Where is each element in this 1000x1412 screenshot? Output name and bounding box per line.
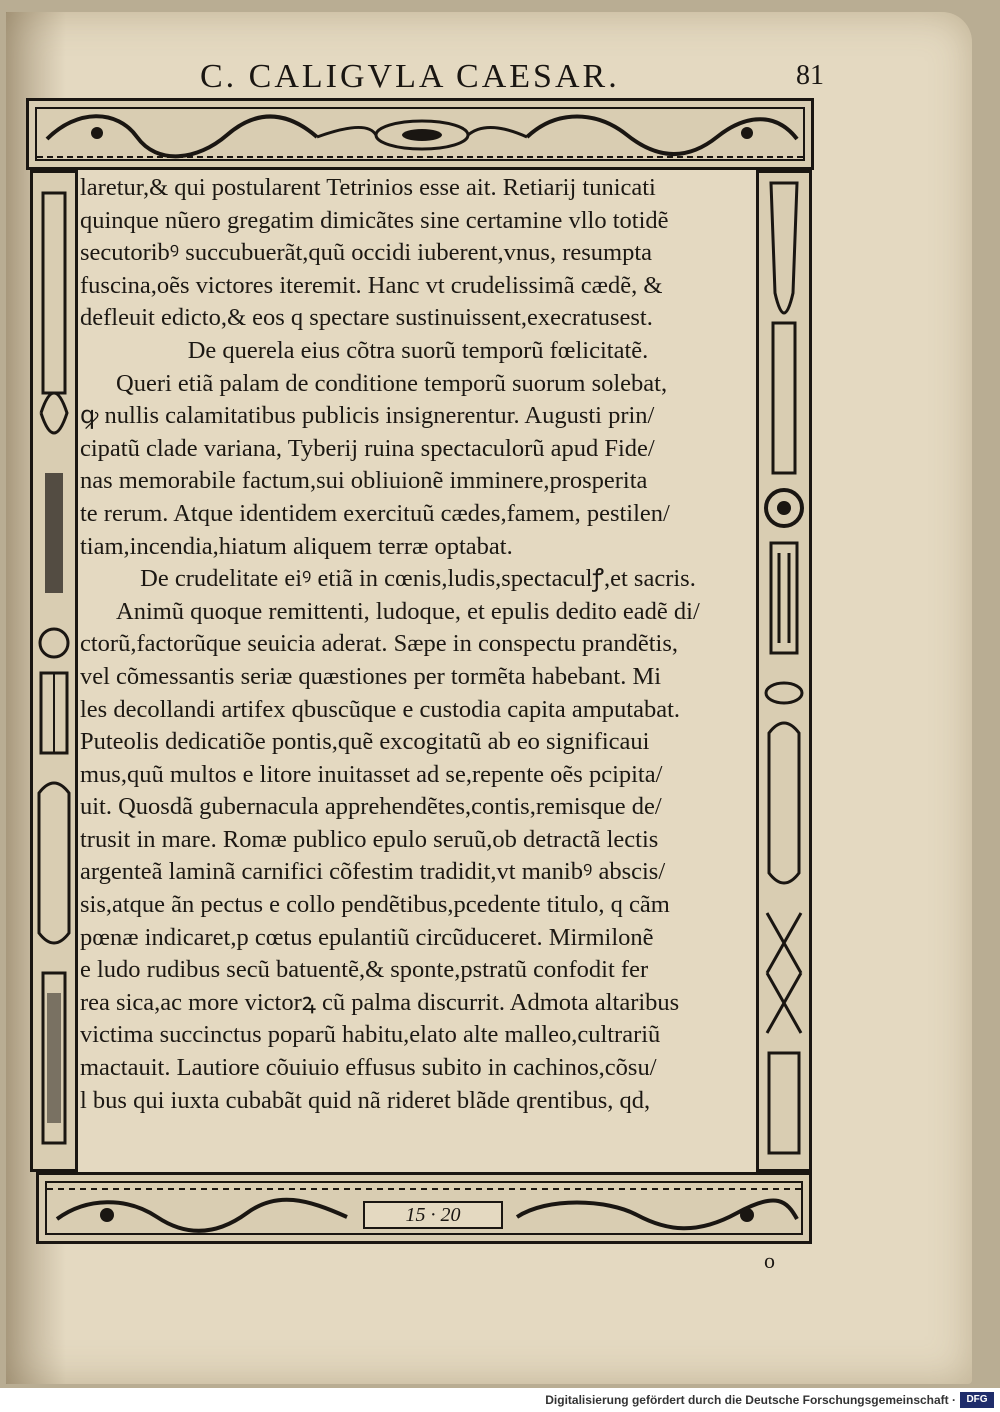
text-line: rea sica,ac more victorꝝ cũ palma discurrit. Admota altaribus <box>80 988 680 1016</box>
text-line: fuscina,oẽs victores iteremit. Hanc vt crudelissimã cædẽ, & <box>80 271 663 299</box>
text-line: ctorũ,factorũque seuicia aderat. Sæpe in conspectu prandẽtis, <box>80 630 678 658</box>
text-line: e ludo rudibus secũ batuentẽ,& sponte,pstratũ confodit fer <box>80 956 649 984</box>
folio-number: 81 <box>796 60 824 91</box>
dfg-logo-icon: DFG <box>960 1392 994 1408</box>
woodcut-border-bottom <box>36 1172 812 1244</box>
column-ornament-icon <box>33 173 75 1169</box>
text-line: te rerum. Atque identidem exercituũ cædes,famem, pestilen/ <box>80 499 670 527</box>
text-line: l bus qui iuxta cubabãt quid nã rideret blãde qrentibus, qd, <box>80 1086 651 1114</box>
text-line: victima succinctus poparũ habitu,elato alte malleo,cultrariũ <box>80 1021 661 1049</box>
text-line: laretur,& qui postularent Tetrinios esse ait. Retiarij tunicati <box>80 174 656 201</box>
text-line: uit. Quosdã gubernacula apprehendẽtes,contis,remisque de/ <box>80 793 662 821</box>
text-line: trusit in mare. Romæ publico epulo seruũ,ob detractã lectis <box>80 825 659 853</box>
text-line: mactauit. Lautiore cõuiuio effusus subito in cachinos,cõsu/ <box>80 1054 657 1082</box>
text-line: secutoribꝰ succubuerãt,quũ occidi iuberent,vnus, resumpta <box>80 239 653 267</box>
section-heading: De querela eius cõtra suorũ temporũ fœlicitatẽ. <box>187 336 649 364</box>
text-line: argenteã laminã carnifici cõfestim tradidit,vt manibꝰ abscis/ <box>80 858 666 886</box>
text-line: quinque nũero gregatim dimicãtes sine certamine vllo totidẽ <box>80 206 669 234</box>
text-line: defleuit edicto,& eos q spectare sustinuissent,execratusest. <box>80 304 653 332</box>
funding-notice: Digitalisierung gefördert durch die Deutsche Forschungsgemeinschaft · <box>545 1393 956 1407</box>
text-line: mus,quũ multos e litore inuitasset ad se,repente oẽs pcipita/ <box>80 760 663 788</box>
woodcut-border-top <box>26 98 814 170</box>
text-line: Queri etiã palam de conditione temporũ suorum solebat, <box>116 369 668 397</box>
text-line: nas memorabile factum,sui obliuionẽ imminere,prosperita <box>80 467 648 495</box>
signature-mark: o <box>764 1248 775 1273</box>
scroll-ornament-icon <box>37 109 805 161</box>
woodcut-border-right <box>756 170 812 1172</box>
running-head: C. CALIGVLA CAESAR. <box>200 58 620 95</box>
text-line: ꝙ nullis calamitatibus publicis insignerentur. Augusti prin/ <box>80 402 655 430</box>
text-line: sis,atque ãn pectus e collo pendẽtibus,pcedente titulo, q cãm <box>80 891 670 919</box>
woodcut-border-left <box>30 170 78 1172</box>
text-line: les decollandi artifex qbuscũque e custodia capita amputabat. <box>80 695 681 723</box>
text-line: tiam,incendia,hiatum aliquem terræ optabat. <box>80 532 513 560</box>
column-ornament-icon <box>759 173 809 1169</box>
digitization-footer <box>0 1388 1000 1412</box>
date-plate: 15 · 20 <box>363 1201 503 1229</box>
text-line: cipatũ clade variana, Tyberij ruina spectaculorũ apud Fide/ <box>80 434 655 462</box>
text-line: vel cõmessantis seriæ quæstiones per tormẽta habebant. Mi <box>80 662 662 690</box>
text-line: pœnæ indicaret,p cœtus epulantiũ circũduceret. Mirmilonẽ <box>80 923 654 951</box>
section-heading: De crudelitate eiꝰ etiã in cœnis,ludis,spectaculꝭ,et sacris. <box>140 565 696 593</box>
main-text <box>80 172 756 1117</box>
text-line: Animũ quoque remittenti, ludoque, et epulis dedito eadẽ di/ <box>116 597 700 625</box>
text-line: Puteolis dedicatiõe pontis,quẽ excogitatũ ab eo significaui <box>80 728 650 756</box>
